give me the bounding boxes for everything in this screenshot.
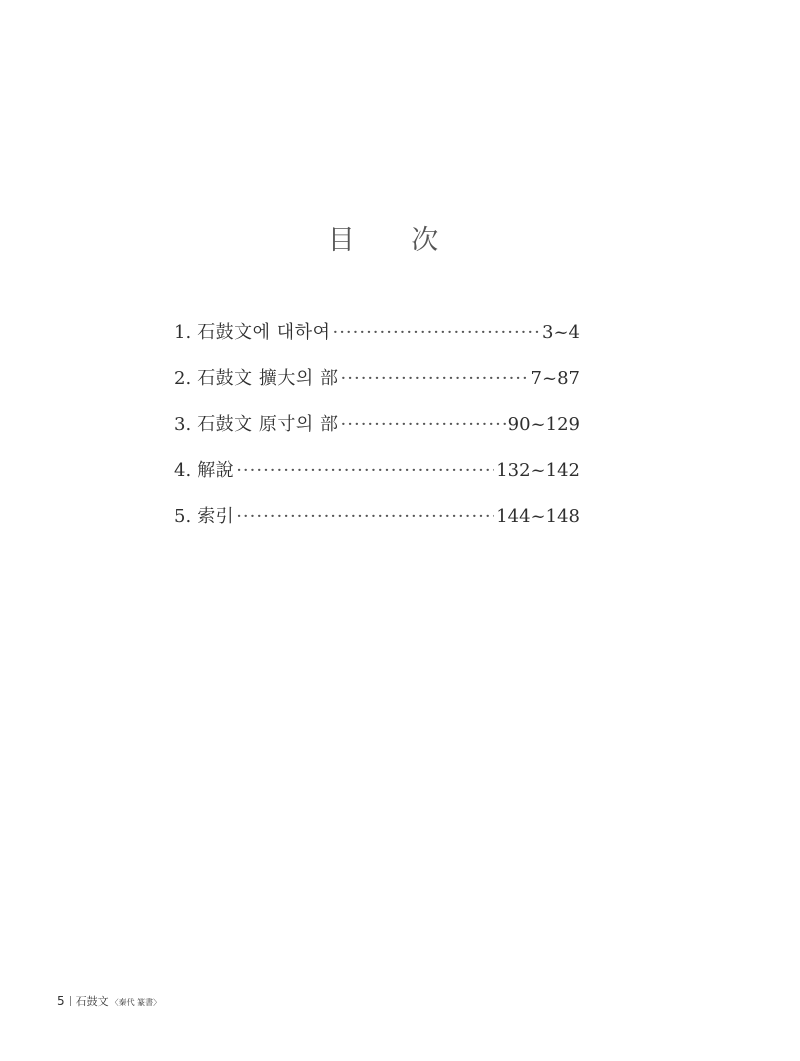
book-subtitle: 〈秦代 篆書〉 bbox=[110, 998, 162, 1007]
toc-entry-label: 解說 bbox=[197, 460, 235, 481]
dot-leader bbox=[236, 460, 494, 481]
toc-entry-number: 2. bbox=[174, 368, 192, 389]
toc-entry-2[interactable] bbox=[174, 364, 580, 410]
toc-entry-label: 石鼓文 擴大의 部 bbox=[197, 368, 339, 389]
toc-entry-number: 4. bbox=[174, 460, 192, 481]
dot-leader bbox=[341, 414, 506, 435]
toc-entry-3[interactable] bbox=[174, 410, 580, 456]
dot-leader bbox=[332, 322, 540, 343]
toc-entry-label: 索引 bbox=[197, 506, 235, 527]
book-title: 石鼓文 bbox=[75, 995, 109, 1008]
table-of-contents bbox=[174, 318, 580, 548]
toc-entry-1[interactable] bbox=[174, 318, 580, 364]
toc-entry-number: 5. bbox=[174, 506, 192, 527]
toc-entry-number: 3. bbox=[174, 414, 192, 435]
toc-entry-pages: 7~87 bbox=[530, 368, 580, 389]
page-footer bbox=[57, 993, 161, 1009]
page-number: 5 bbox=[57, 994, 65, 1008]
toc-entry-pages: 3~4 bbox=[542, 322, 580, 343]
toc-entry-pages: 144~148 bbox=[496, 506, 580, 527]
toc-entry-4[interactable] bbox=[174, 456, 580, 502]
toc-entry-pages: 132~142 bbox=[496, 460, 580, 481]
toc-entry-label: 石鼓文에 대하여 bbox=[197, 322, 331, 343]
page-title: 目 次 bbox=[327, 225, 463, 256]
dot-leader bbox=[236, 506, 494, 527]
toc-entry-5[interactable] bbox=[174, 502, 580, 548]
toc-entry-label: 石鼓文 原寸의 部 bbox=[197, 414, 339, 435]
footer-divider bbox=[70, 996, 71, 1006]
toc-entry-pages: 90~129 bbox=[507, 414, 580, 435]
toc-entry-number: 1. bbox=[174, 322, 192, 343]
dot-leader bbox=[341, 368, 529, 389]
